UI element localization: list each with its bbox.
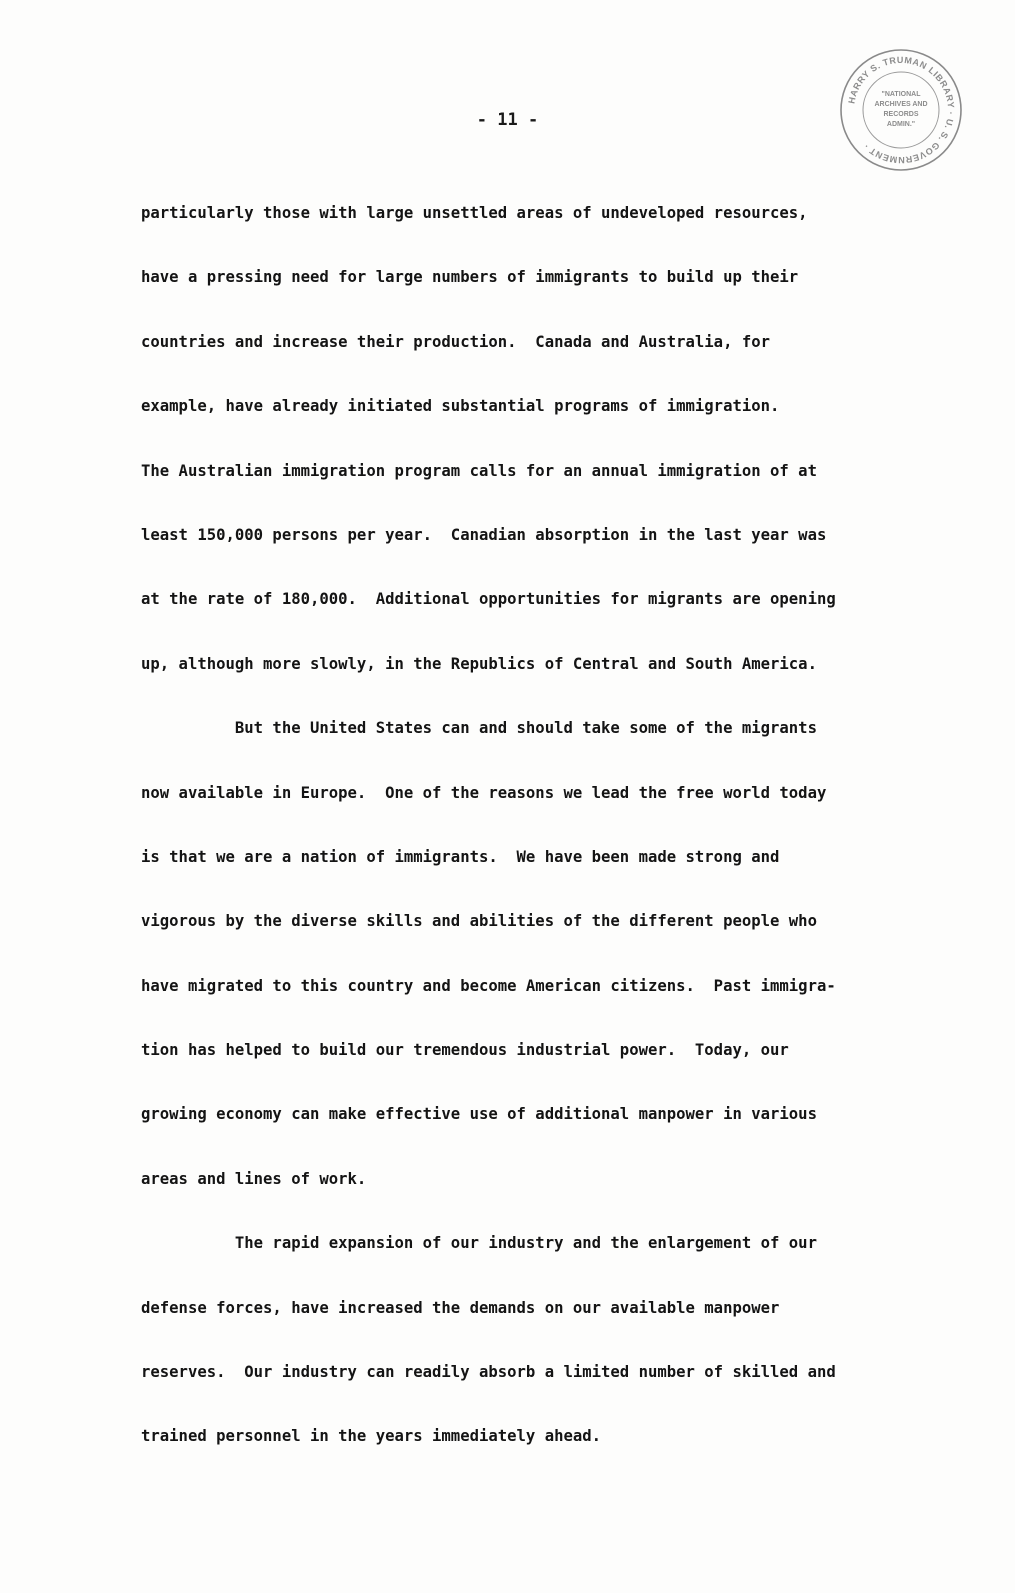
text-line: have migrated to this country and become American citizens. Past immigra-	[141, 976, 836, 995]
text-line: at the rate of 180,000. Additional opportunities for migrants are opening	[141, 590, 836, 609]
text-line: particularly those with large unsettled areas of undeveloped resources,	[141, 204, 808, 222]
text-line: example, have already initiated substantial programs of immigration.	[141, 397, 780, 416]
text-line: The rapid expansion of our industry and the enlargement of our	[141, 1234, 817, 1253]
text-line: areas and lines of work.	[141, 1169, 367, 1188]
text-line: trained personnel in the years immediately ahead.	[141, 1427, 602, 1446]
text-line: have a pressing need for large numbers of immigrants to build up their	[141, 268, 799, 287]
text-line: But the United States can and should take some of the migrants	[141, 719, 817, 738]
paragraph	[141, 696, 941, 1211]
paragraph	[141, 181, 941, 696]
text-line: now available in Europe. One of the reasons we lead the free world today	[141, 783, 827, 802]
text-line: growing economy can make effective use of additional manpower in various	[141, 1105, 817, 1124]
stamp-center-line: ARCHIVES AND	[874, 101, 928, 108]
stamp-center-line: "NATIONAL	[881, 91, 921, 98]
page-number: - 11 -	[476, 110, 539, 130]
text-line: vigorous by the diverse skills and abilities of the different people who	[141, 912, 817, 931]
text-line: reserves. Our industry can readily absorb a limited number of skilled and	[141, 1363, 836, 1382]
text-line: defense forces, have increased the demands on our available manpower	[141, 1298, 780, 1317]
text-line: The Australian immigration program calls for an annual immigration of at	[141, 461, 817, 480]
stamp-center-line: ADMIN."	[886, 121, 916, 128]
text-line: is that we are a nation of immigrants. We have been made strong and	[141, 847, 780, 866]
paragraph	[141, 1211, 941, 1469]
text-line: tion has helped to build our tremendous industrial power. Today, our	[141, 1041, 789, 1060]
body-text	[141, 181, 941, 1469]
stamp-center-line: RECORDS	[883, 111, 919, 118]
text-line: countries and increase their production. Canada and Australia, for	[141, 332, 771, 351]
text-line: least 150,000 persons per year. Canadian absorption in the last year was	[141, 525, 827, 544]
stamp-ring-text: HARRY S. TRUMAN LIBRARY · U. S. GOVERNMENT ·	[846, 54, 957, 166]
text-line: up, although more slowly, in the Republics of Central and South America.	[141, 654, 817, 673]
